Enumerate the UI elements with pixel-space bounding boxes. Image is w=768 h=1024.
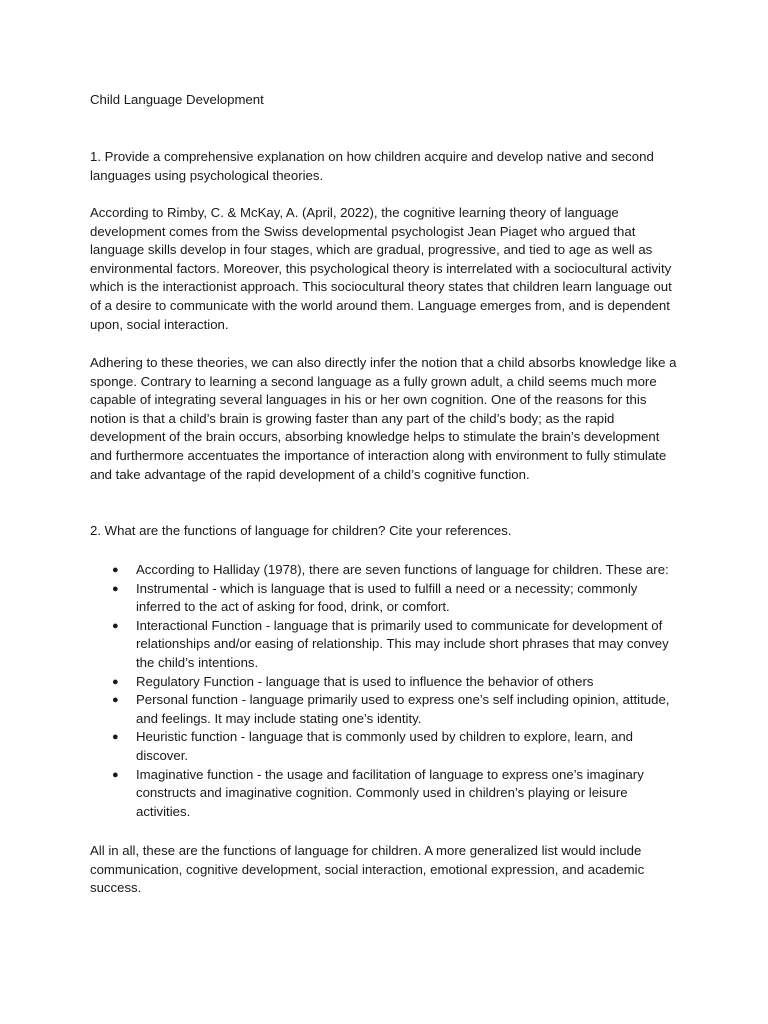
document-title: Child Language Development	[90, 92, 264, 107]
answer-paragraph-2: Adhering to these theories, we can also directly infer the notion that a child absorbs knowledge like a sponge. Contrary to learning a second language as a fully grown adult, a child seems much more capable of integrating several languages in his or her own cognition. One of the reasons for this notion is that a child’s brain is growing faster than any part of the child’s body; as the rapid development of the brain occurs, absorbing knowledge helps to stimulate the brain’s development and furthermore accentuates the importance of interaction along with environment to fully stimulate and take advantage of the rapid development of a child’s cognitive function.	[90, 355, 677, 482]
question-1: 1. Provide a comprehensive explanation on how children acquire and develop native and second languages using psychological theories.	[90, 149, 654, 183]
list-item	[90, 561, 682, 580]
list-item-text: Instrumental - which is language that is used to fulfill a need or a necessity; commonly inferred to the act of asking for food, drink, or comfort.	[136, 580, 638, 615]
list-item	[90, 617, 682, 673]
question-2: 2. What are the functions of language for children? Cite your references.	[90, 523, 512, 538]
list-item-text: Heuristic function - language that is commonly used by children to explore, learn, and discover.	[136, 729, 633, 763]
list-item	[90, 673, 682, 692]
list-item	[90, 728, 682, 765]
list-item-text: Imaginative function - the usage and facilitation of language to express one’s imaginary constructs and imaginative cognition. Commonly used in children’s playing or leisure activities.	[136, 766, 644, 819]
answer-paragraph-1: According to Rimby, C. & McKay, A. (April, 2022), the cognitive learning theory of language development comes from the Swiss developmental psychologist Jean Piaget who argued that language skills develop in four stages, which are gradual, progressive, and tied to age as well as environmental factors. Moreover, this psychological theory is interrelated with a sociocultural activity which is the interactionist approach. This sociocultural theory states that children learn language out of a desire to communicate with the world around them. Language emerges from, and is dependent upon, social interaction.	[90, 205, 672, 332]
list-item-text: Regulatory Function - language that is used to influence the behavior of others	[136, 673, 594, 689]
closing-paragraph: All in all, these are the functions of language for children. A more generalized list would include communication, cognitive development, social interaction, emotional expression, and academic success.	[90, 843, 645, 896]
bullet-icon: ●	[112, 731, 119, 744]
bullet-icon: ●	[112, 564, 119, 576]
list-item	[90, 766, 682, 822]
bullet-icon: ●	[112, 619, 119, 632]
bullet-icon: ●	[112, 582, 119, 595]
list-item	[90, 691, 682, 728]
bullet-icon: ●	[112, 694, 119, 707]
bullet-icon: ●	[112, 675, 119, 688]
list-item-text: Interactional Function - language that is primarily used to communicate for development of relationships and/or easing of relationship. This may include short phrases that may convey the child’s intentions.	[136, 617, 669, 670]
bullet-icon: ●	[112, 768, 119, 781]
list-item-text: Personal function - language primarily used to express one’s self including opinion, attitude, and feelings. It may include stating one’s identity.	[136, 692, 670, 726]
functions-list	[90, 561, 682, 821]
list-item-text: According to Halliday (1978), there are seven functions of language for children. These are:	[136, 562, 669, 577]
list-item	[90, 580, 682, 617]
